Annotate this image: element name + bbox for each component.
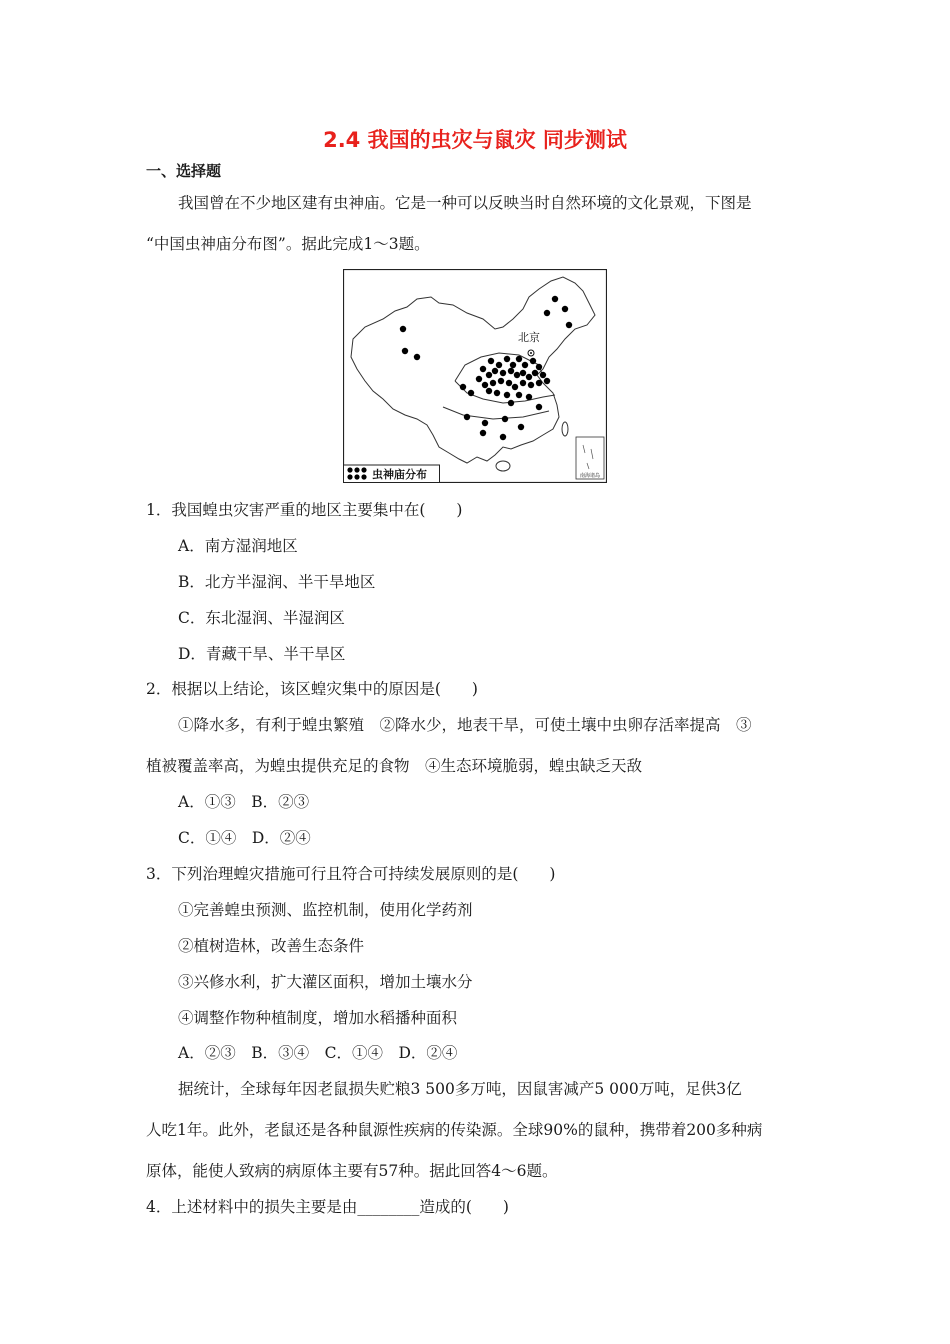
intro2-paragraph-line: 原体，能使人致病的病原体主要有57种。据此回答4～6题。 <box>146 1162 558 1180</box>
temple-dot <box>540 372 546 378</box>
intro2-paragraph-line: 据统计，全球每年因老鼠损失贮粮3 500多万吨，因鼠害减产5 000万吨，足供3亿 <box>178 1080 742 1098</box>
temple-dot <box>498 378 504 384</box>
temple-dot <box>532 370 538 376</box>
temple-dot <box>468 390 474 396</box>
temple-dot <box>520 370 526 376</box>
temple-dot <box>482 382 488 388</box>
temple-dot <box>480 430 486 436</box>
insect-temple-map <box>343 269 607 483</box>
question-2-stem: 2．根据以上结论，该区蝗灾集中的原因是( ) <box>146 680 478 698</box>
q2-options-row: C．①④ D．②④ <box>178 829 311 847</box>
temple-dot <box>402 348 408 354</box>
q2-options-row: A．①③ B．②③ <box>178 793 310 811</box>
q3-options-row: A．②③ B．③④ C．①④ D．②④ <box>178 1044 458 1062</box>
temple-dot <box>536 380 542 386</box>
temple-dot <box>516 392 522 398</box>
temple-dot <box>504 392 510 398</box>
temple-dot <box>552 296 558 302</box>
temple-dot <box>464 414 470 420</box>
temple-dot <box>528 382 534 388</box>
temple-dot <box>486 372 492 378</box>
temple-dot <box>508 368 514 374</box>
temple-dot <box>516 356 522 362</box>
q3-item: ②植树造林，改善生态条件 <box>178 937 365 955</box>
temple-dot <box>508 400 514 406</box>
temple-dot <box>480 366 486 372</box>
temple-dot <box>500 370 506 376</box>
section-heading: 一、选择题 <box>146 162 222 180</box>
temple-dot <box>488 358 494 364</box>
temple-dot <box>562 306 568 312</box>
q1-option-a: A．南方湿润地区 <box>178 537 298 555</box>
temple-dot <box>510 362 516 368</box>
temple-dot <box>536 404 542 410</box>
temple-dot <box>502 416 508 422</box>
china-map-figure <box>343 269 607 483</box>
temple-dot <box>492 368 498 374</box>
intro2-paragraph-line: 人吃1年。此外，老鼠还是各种鼠源性疾病的传染源。全球90%的鼠种，携带着200多种病 <box>146 1121 763 1139</box>
q3-item: ③兴修水利，扩大灌区面积，增加土壤水分 <box>178 973 473 991</box>
temple-dot <box>536 364 542 370</box>
temple-dot <box>544 378 550 384</box>
question-1-stem: 1．我国蝗虫灾害严重的地区主要集中在( ) <box>146 501 463 519</box>
page-title: 2.4 我国的虫灾与鼠灾 同步测试 <box>323 128 627 152</box>
temple-dot <box>504 356 510 362</box>
temple-dot <box>520 380 526 386</box>
beijing-label: 北京 <box>518 331 540 344</box>
q3-item: ①完善蝗虫预测、监控机制，使用化学药剂 <box>178 901 473 919</box>
inset-label: 南海诸岛 <box>579 473 601 479</box>
temple-dot <box>566 322 572 328</box>
intro-paragraph-line: “中国虫神庙分布图”。据此完成1～3题。 <box>146 235 430 253</box>
legend-label: 虫神庙分布 <box>372 468 427 481</box>
temple-dot <box>486 388 492 394</box>
q1-option-c: C．东北湿润、半湿润区 <box>178 609 345 627</box>
q1-option-d: D．青藏干旱、半干旱区 <box>178 645 346 663</box>
q1-option-b: B．北方半湿润、半干旱地区 <box>178 573 376 591</box>
intro-paragraph-line: 我国曾在不少地区建有虫神庙。它是一种可以反映当时自然环境的文化景观，下图是 <box>178 194 752 212</box>
temple-dot <box>526 374 532 380</box>
temple-dot <box>500 434 506 440</box>
temple-dot <box>476 376 482 382</box>
question-4-stem: 4．上述材料中的损失主要是由________造成的( ) <box>146 1198 509 1216</box>
temple-dot <box>512 384 518 390</box>
temple-dot <box>544 310 550 316</box>
temple-dot <box>482 420 488 426</box>
temple-dot <box>494 390 500 396</box>
temple-dot <box>530 358 536 364</box>
temple-dot <box>400 326 406 332</box>
temple-dot <box>506 380 512 386</box>
temple-dot <box>522 362 528 368</box>
temple-dot <box>496 362 502 368</box>
question-3-stem: 3．下列治理蝗灾措施可行且符合可持续发展原则的是( ) <box>146 865 556 883</box>
q2-statements-line: 植被覆盖率高，为蝗虫提供充足的食物 ④生态环境脆弱，蝗虫缺乏天敌 <box>146 757 643 775</box>
temple-dot <box>490 380 496 386</box>
temple-dot <box>514 372 520 378</box>
temple-dot <box>460 384 466 390</box>
temple-dot <box>414 354 420 360</box>
temple-dot <box>518 424 524 430</box>
temple-dot <box>526 394 532 400</box>
q3-item: ④调整作物种植制度，增加水稻播种面积 <box>178 1009 458 1027</box>
q2-statements-line: ①降水多，有利于蝗虫繁殖 ②降水少，地表干旱，可使土壤中虫卵存活率提高 ③ <box>178 716 752 734</box>
